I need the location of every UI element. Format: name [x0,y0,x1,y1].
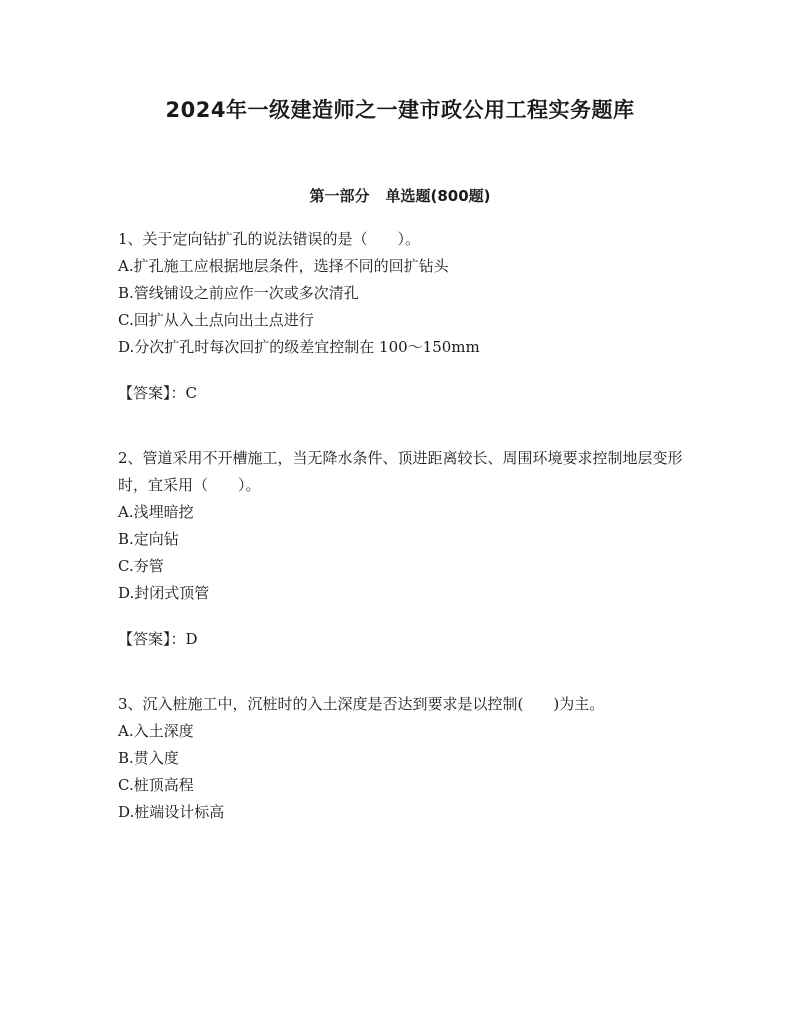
question-list [118,226,688,826]
question-spacer [118,653,688,691]
answer-value: D [185,630,198,648]
document-title: 2024年一级建造师之一建市政公用工程实务题库 [165,98,635,122]
section-heading [0,185,800,206]
question-stem: 3、沉入桩施工中，沉桩时的入土深度是否达到要求是以控制( )为主。 [118,695,605,713]
option-c: C.回扩从入土点向出土点进行 [118,311,314,329]
question-3 [118,691,688,826]
section-part: 第一部分 [309,187,370,205]
question-stem: 2、管道采用不开槽施工，当无降水条件、顶进距离较长、周围环境要求控制地层变形时，宜采用（ ）。 [118,449,683,494]
option-d: D.桩端设计标高 [118,803,225,821]
option-c: C.桩顶高程 [118,776,194,794]
option-b: B.贯入度 [118,749,179,767]
question-stem: 1、关于定向钻扩孔的说法错误的是（ ）。 [118,230,421,248]
answer-value: C [185,384,197,402]
option-a: A.扩孔施工应根据地层条件，选择不同的回扩钻头 [118,257,449,275]
option-a: A.入土深度 [118,722,194,740]
option-d: D.封闭式顶管 [118,584,210,602]
answer-label: 【答案】： [118,384,186,402]
option-b: B.定向钻 [118,530,179,548]
section-name: 单选题(800题) [385,187,491,205]
option-a: A.浅埋暗挖 [118,503,194,521]
question-1 [118,226,688,407]
option-c: C.夯管 [118,557,164,575]
question-2 [118,445,688,653]
answer-label: 【答案】： [118,630,186,648]
option-d: D.分次扩孔时每次回扩的级差宜控制在 100～150mm [118,338,480,356]
question-spacer [118,407,688,445]
answer-line [118,626,688,653]
answer-line [118,380,688,407]
option-b: B.管线铺设之前应作一次或多次清孔 [118,284,359,302]
